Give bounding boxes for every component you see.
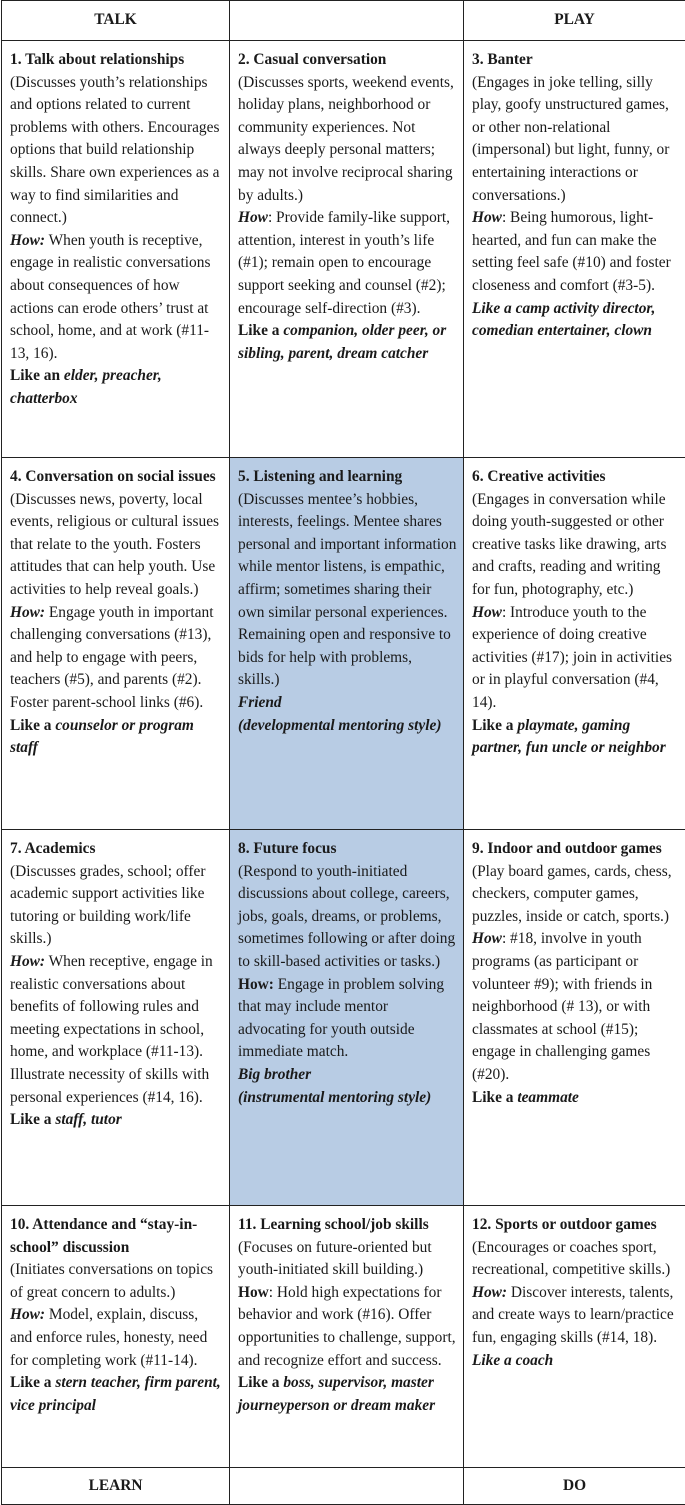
how-label: How:	[10, 952, 46, 970]
cell-9	[464, 830, 685, 1206]
mentor-role: Big brother	[238, 1065, 312, 1083]
how-text: : Being humorous, light-hearted, and fun can make the setting feel safe (#10) and foster closeness and comfort (#3-5).	[472, 209, 671, 294]
how-label: How	[472, 209, 502, 227]
like-role: stern teacher, firm parent, vice principal	[10, 1374, 221, 1414]
cell-title: 10. Attendance and “stay-in-school” discussion	[10, 1216, 198, 1256]
cell-desc: (Discusses grades, school; offer academic support activities like tutoring or building work/life skills.)	[10, 862, 206, 948]
cell-desc: (Discusses mentee’s hobbies, interests, feelings. Mentee shares personal and important information while mentor listens, is empathic, affirm; sometimes sharing their own similar personal experiences. Remaining open and responsive to bids for help with problems, skills.)	[238, 490, 457, 689]
how-text: Engage in problem solving that may include mentor advocating for youth outside immediate match.	[238, 975, 445, 1061]
header-empty	[230, 1, 464, 41]
cell-5-highlighted	[230, 458, 464, 830]
how-text: : Provide family-like support, attention, interest in youth’s life (#1); remain open to encourage support seeking and counsel (#2); encourage self-direction (#3).	[238, 209, 451, 317]
cell-title: 4. Conversation on social issues	[10, 468, 216, 485]
cell-title: 7. Academics	[10, 840, 96, 857]
how-label: How:	[238, 975, 274, 993]
cell-6	[464, 458, 685, 830]
table-row	[2, 41, 685, 458]
table-row	[2, 458, 685, 830]
mentoring-style: (developmental mentoring style)	[238, 716, 442, 734]
cell-title: 6. Creative activities	[472, 468, 606, 485]
cell-desc: (Discusses youth’s relationships and options related to current problems with others. Encourages options that build relationship skills. Share own experiences as a way to find similarities and connect.)	[10, 73, 220, 227]
cell-desc: (Initiates conversations on topics of great concern to adults.)	[10, 1261, 214, 1301]
like-role: staff, tutor	[55, 1111, 122, 1129]
table-row	[2, 830, 685, 1206]
cell-desc: (Respond to youth-initiated discussions about college, careers, jobs, goals, dreams, or problems, sometimes following or after doing to skill-based activities or tasks.)	[238, 862, 456, 970]
footer-empty	[230, 1468, 464, 1505]
mentoring-style: (instrumental mentoring style)	[238, 1088, 432, 1106]
how-label: How:	[10, 1306, 46, 1324]
how-text: When youth is receptive, engage in realistic conversations about consequences of how actions can erode others’ trust at school, home, and at work (#11-13, 16).	[10, 231, 211, 362]
cell-4	[2, 458, 230, 830]
cell-2	[230, 41, 464, 458]
like-role: playmate, gaming partner, fun uncle or neighbor	[472, 716, 666, 757]
how-text: Model, explain, discuss, and enforce rules, honesty, need for completing work (#11-14).	[10, 1306, 208, 1369]
how-label: How:	[10, 231, 46, 249]
how-text: Discover interests, talents, and create ways to learn/practice fun, engaging skills (#14, 18).	[472, 1283, 674, 1346]
like-prefix: Like a	[472, 299, 516, 317]
like-prefix: Like a	[10, 1111, 56, 1129]
cell-desc: (Focuses on future-oriented but youth-initiated skill building.)	[238, 1238, 432, 1279]
like-role: camp activity director, comedian entertainer, clown	[472, 299, 656, 340]
cell-desc: (Engages in joke telling, silly play, goofy unstructured games, or other non-relational (impersonal) but light, funny, or entertaining interactions or conversations.)	[472, 73, 670, 204]
like-role: boss, supervisor, master journeyperson or dream maker	[238, 1374, 436, 1414]
cell-1	[2, 41, 230, 458]
like-role: teammate	[517, 1088, 579, 1106]
cell-3	[464, 41, 685, 458]
like-prefix: Like a	[472, 1351, 516, 1369]
like-role: companion, older peer, or sibling, parent, dream catcher	[238, 322, 447, 362]
footer-row	[2, 1468, 685, 1505]
cell-desc: (Encourages or coaches sport, recreational, competitive skills.)	[472, 1238, 671, 1279]
footer-do: DO	[464, 1468, 685, 1505]
cell-desc: (Play board games, cards, chess, checkers, computer games, puzzles, inside or catch, sports.)	[472, 862, 672, 925]
how-label: How:	[472, 1283, 508, 1301]
like-role: coach	[515, 1351, 554, 1369]
cell-title: 5. Listening and learning	[238, 468, 403, 485]
cell-12	[464, 1206, 685, 1468]
cell-desc: (Engages in conversation while doing youth-suggested or other creative tasks like drawing, arts and crafts, reading and writing for fun, photography, etc.)	[472, 490, 667, 598]
cell-title: 1. Talk about relationships	[10, 51, 185, 68]
cell-desc: (Discusses sports, weekend events, holiday plans, neighborhood or community experiences. Not always deeply personal matters; may not involve reciprocal sharing by adults.)	[238, 73, 454, 204]
header-row	[2, 1, 685, 41]
how-text: When receptive, engage in realistic conversations about benefits of following rules and meeting expectations in school, home, and workplace (#11-13). Illustrate necessity of skills with personal experiences (#14, 16).	[10, 952, 213, 1106]
how-label: How	[238, 209, 268, 227]
mentoring-activities-table	[1, 0, 685, 1505]
like-prefix: Like a	[238, 322, 284, 340]
like-prefix: Like a	[10, 716, 56, 734]
cell-title: 12. Sports or outdoor games	[472, 1216, 657, 1233]
cell-title: 3. Banter	[472, 51, 533, 68]
cell-title: 8. Future focus	[238, 840, 337, 857]
how-text: Engage youth in important challenging conversations (#13), and help to engage with peers, teachers (#5), and parents (#2). Foster parent-school links (#6).	[10, 603, 214, 711]
like-role: elder, preacher, chatterbox	[10, 367, 162, 407]
like-prefix: Like a	[472, 1088, 518, 1106]
how-label: How	[472, 603, 502, 621]
cell-8-highlighted	[230, 830, 464, 1206]
how-text: : Introduce youth to the experience of doing creative activities (#17); join in activities or in playful conversation (#4, 14).	[472, 603, 673, 711]
like-prefix: Like an	[10, 367, 64, 385]
how-label: How	[238, 1283, 269, 1301]
cell-7	[2, 830, 230, 1206]
header-talk: TALK	[2, 1, 230, 41]
cell-title: 11. Learning school/job skills	[238, 1216, 429, 1233]
mentor-role: Friend	[238, 693, 282, 711]
how-text: : Hold high expectations for behavior and work (#16). Offer opportunities to challenge, support, and recognize effort and success.	[238, 1283, 456, 1369]
table-row	[2, 1206, 685, 1468]
like-prefix: Like a	[472, 716, 518, 734]
cell-title: 2. Casual conversation	[238, 51, 387, 68]
footer-learn: LEARN	[2, 1468, 230, 1505]
cell-title: 9. Indoor and outdoor games	[472, 840, 662, 857]
how-label: How	[472, 930, 502, 948]
cell-11	[230, 1206, 464, 1468]
like-prefix: Like a	[10, 1374, 56, 1392]
how-text: : #18, involve in youth programs (as participant or volunteer #9); with friends in neighborhood (# 13), or with classmates at school (#15); engage in challenging games (#20).	[472, 930, 653, 1083]
how-label: How:	[10, 603, 46, 621]
cell-desc: (Discusses news, poverty, local events, religious or cultural issues that relate to the youth. Fosters attitudes that can help youth. Use activities to help reveal goals.)	[10, 490, 220, 598]
like-role: counselor or program staff	[10, 716, 194, 757]
header-play: PLAY	[464, 1, 685, 41]
like-prefix: Like a	[238, 1374, 284, 1392]
cell-10	[2, 1206, 230, 1468]
